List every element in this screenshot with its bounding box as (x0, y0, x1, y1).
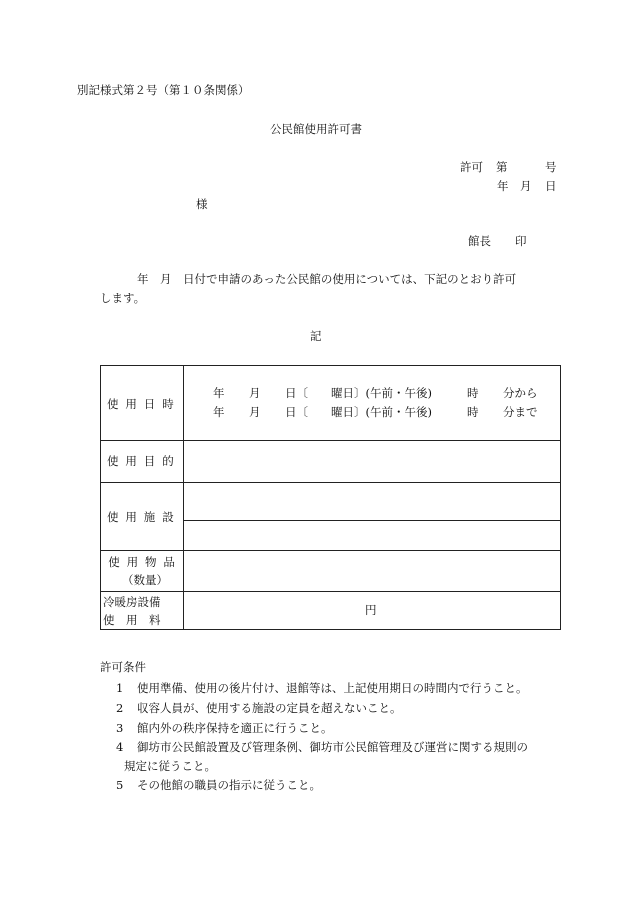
to-month: 月 (249, 405, 261, 419)
condition-number: 3 (116, 721, 124, 735)
form-code: 別記様式第２号（第１０条関係） (77, 83, 250, 97)
from-minute: 分から (503, 386, 538, 400)
from-weekday-ampm: 曜日〕(午前・午後) (331, 386, 432, 400)
condition-number: 5 (116, 778, 124, 792)
label-usage-items-line1: 使用物品 (108, 555, 182, 569)
from-day: 日〔 (285, 386, 308, 400)
ki-heading: 記 (310, 329, 322, 343)
label-usage-items (107, 554, 183, 590)
issuer-seal: 印 (515, 234, 527, 248)
from-hour: 時 (467, 386, 479, 400)
to-minute: 分まで (503, 405, 538, 419)
label-hvac-fee-line2: 使 用 料 (103, 612, 161, 627)
label-usage-facility: 使用施設 (107, 510, 181, 524)
condition-text: その他館の職員の指示に従うこと。 (137, 778, 321, 792)
issuer-title: 館長 (468, 234, 491, 248)
to-weekday-ampm: 曜日〕(午前・午後) (331, 405, 432, 419)
conditions-heading: 許可条件 (100, 660, 146, 674)
table-row-divider (101, 440, 560, 441)
body-line2: します。 (100, 291, 146, 305)
document-title: 公民館使用許可書 (270, 122, 362, 136)
label-usage-purpose: 使用目的 (107, 454, 181, 468)
to-hour: 時 (467, 405, 479, 419)
label-usage-items-line2: （数量） (122, 572, 168, 587)
table-row-divider (101, 482, 560, 483)
condition-text: 収容人員が、使用する施設の定員を超えないこと。 (137, 701, 402, 715)
body-line1: 日付で申請のあった公民館の使用については、下記のとおり許可 (183, 272, 517, 286)
from-year: 年 (213, 386, 225, 400)
addressee-suffix: 様 (196, 197, 208, 211)
permit-label: 許可 (460, 160, 483, 174)
to-year: 年 (213, 405, 225, 419)
body-year: 年 (137, 272, 149, 286)
permit-dai: 第 (496, 160, 508, 174)
fee-unit: 円 (365, 603, 377, 617)
label-usage-datetime: 使用日時 (107, 397, 181, 411)
to-day: 日〔 (285, 405, 308, 419)
table-row-divider (101, 591, 560, 592)
label-hvac-fee (103, 594, 161, 630)
permit-date-day: 日 (545, 179, 557, 193)
permit-go: 号 (545, 160, 557, 174)
table-column-divider (183, 366, 184, 629)
condition-text: 館内外の秩序保持を適正に行うこと。 (137, 721, 333, 735)
from-month: 月 (249, 386, 261, 400)
label-hvac-fee-line1: 冷暖房設備 (103, 595, 161, 609)
permit-date-year: 年 (497, 179, 509, 193)
table-row-divider (183, 520, 560, 521)
table-row-divider (101, 550, 560, 551)
condition-text: 御坊市公民館設置及び管理条例、御坊市公民館管理及び運営に関する規則の (137, 740, 528, 754)
condition-number: 4 (116, 740, 124, 754)
condition-text-continuation: 規定に従うこと。 (124, 759, 216, 773)
permit-date-month: 月 (520, 179, 532, 193)
condition-number: 1 (116, 681, 124, 695)
body-month: 月 (160, 272, 172, 286)
permit-table (100, 365, 561, 630)
condition-number: 2 (116, 701, 124, 715)
condition-text: 使用準備、使用の後片付け、退館等は、上記使用期日の時間内で行うこと。 (137, 681, 528, 695)
